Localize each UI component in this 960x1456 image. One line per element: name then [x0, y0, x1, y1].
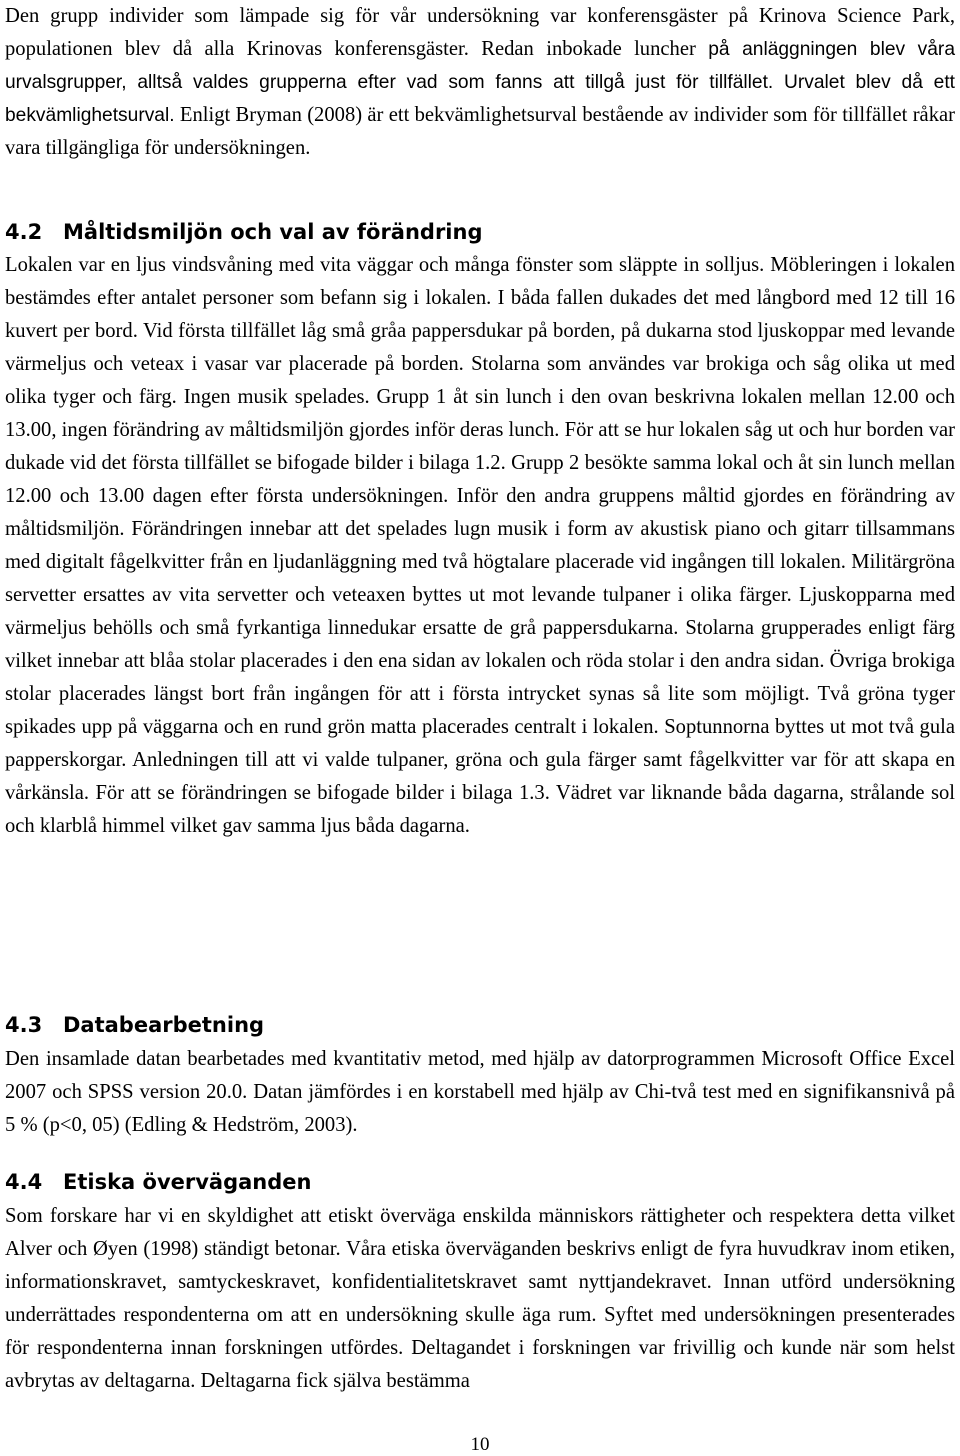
- intro-tail-text: Enligt Bryman (2008) är ett bekvämlighetsurval bestående av individer som för tillfället råkar vara tillgängliga för undersökningen.: [5, 104, 955, 159]
- section-heading-4-2: [5, 216, 483, 249]
- section-title: Databearbetning: [63, 1013, 265, 1037]
- section-body-4-4: Som forskare har vi en skyldighet att etiskt överväga enskilda människors rättigheter och respektera detta vilket Alver och Øyen (1998) ständigt betonar. Våra etiska överväganden beskrivs enligt de fyra huvudkrav inom etiken, informationskravet, samtyckeskravet, konfidentialitetskravet samt nyttjandekravet. Innan utförd undersökning underrättades respondenterna om att en undersökning skulle äga rum. Syftet med undersökningen presenterades för respondenterna innan forskningen utfördes. Deltagandet i forskningen var frivillig och kunde när som helst avbrytas av deltagarna. Deltagarna fick själva bestämma: [5, 1205, 955, 1392]
- section-body-4-3: Den insamlade datan bearbetades med kvantitativ metod, med hjälp av datorprogrammen Microsoft Office Excel 2007 och SPSS version 20.0. Datan jämfördes i en korstabell med hjälp av Chi-två test med en signifikansnivå på 5 % (p<0, 05) (Edling & Hedström, 2003).: [5, 1048, 955, 1136]
- section-title: Måltidsmiljön och val av förändring: [63, 220, 483, 244]
- page-number: 10: [470, 1434, 490, 1455]
- intro-paragraph: [5, 0, 955, 165]
- intro-sans-text: på anläggningen blev våra urvalsgrupper, alltså valdes grupperna efter vad som fanns att tillgå just för tillfället. Urvalet blev då ett bekvämlighetsurval.: [5, 39, 955, 126]
- section-number: 4.2: [5, 220, 43, 244]
- section-number: 4.3: [5, 1013, 43, 1037]
- section-body-4-2: Lokalen var en ljus vindsvåning med vita väggar och många fönster som släppte in solljus. Möbleringen i lokalen bestämdes efter antalet personer som befann sig i lokalen. I båda fallen dukades det med långbord med 12 till 16 kuvert per bord. Vid första tillfället låg små gråa pappersdukar på borden, på dukarna stod ljuskoppar med levande värmeljus och veteax i vasar var placerade på borden. Stolarna som användes var brokiga och såg olika ut med olika tyger och färg. Ingen musik spelades. Grupp 1 åt sin lunch i den ovan beskrivna lokalen mellan 12.00 och 13.00, ingen förändring av måltidsmiljön gjordes inför deras lunch. För att se hur lokalen såg ut och hur borden var dukade vid det första tillfället se bifogade bilder i bilaga 1.2. Grupp 2 besökte samma lokal och åt sin lunch mellan 12.00 och 13.00 dagen efter första undersökningen. Inför den andra gruppens måltid gjordes en förändring av måltidsmiljön. Förändringen innebar att det spelades lugn musik i form av akustisk piano och gitarr tillsammans med digitalt fågelkvitter från en ljudanläggning med två högtalare placerade vid ingången till lokalen. Militärgröna servetter ersattes av vita servetter och veteaxen byttes ut mot levande tulpaner i olika färger. Ljuskopparna med värmeljus behölls och små fyrkantiga linnedukar ersatte de grå pappersdukarna. Stolarna grupperades enligt färg vilket innebar att blåa stolar placerades i den ena sidan av lokalen och röda stolar i den andra sidan. Övriga brokiga stolar placerades längst bort från ingången för att i första intrycket synas så lite som möjligt. Två gröna tyger spikades upp på väggarna och en rund grön matta placerades centralt i lokalen. Soptunnorna byttes ut mot två gula papperskorgar. Anledningen till att vi valde tulpaner, gröna och gula färger samt fågelkvitter var för att skapa en vårkänsla. För att se förändringen se bifogade bilder i bilaga 1.3. Vädret var liknande båda dagarna, strålande sol och klarblå himmel vilket gav samma ljus båda dagarna.: [5, 254, 955, 837]
- intro-serif-text: Den grupp individer som lämpade sig för vår undersökning var konferensgäster på Krinova Science Park, populationen blev då alla Krinovas konferensgäster. Redan inbokade luncher: [5, 5, 955, 60]
- section-heading-4-3: [5, 1009, 264, 1042]
- section-title: Etiska överväganden: [63, 1170, 312, 1194]
- section-heading-4-4: [5, 1166, 311, 1199]
- section-number: 4.4: [5, 1170, 43, 1194]
